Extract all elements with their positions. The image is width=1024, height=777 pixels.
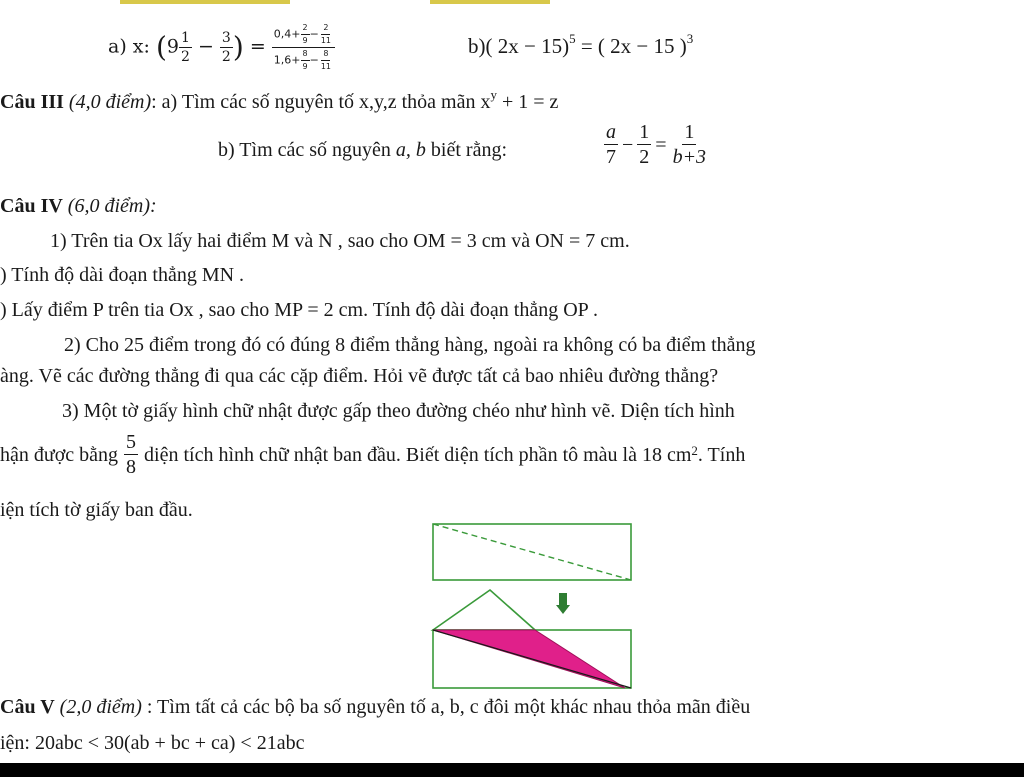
- fraction-1-over-2: $\frac{1}{2}$: [639, 121, 650, 168]
- minus-sign: −: [197, 35, 214, 58]
- question-3b-equation: [604, 122, 708, 167]
- question-4-line: iện tích tờ giấy ban đầu.: [0, 499, 193, 521]
- fraction-a-over-7: $\frac{a}{7}$: [606, 121, 616, 168]
- top-border-segment: [430, 0, 550, 4]
- sub-fraction: $\frac{3}{2}$: [221, 30, 231, 65]
- question-5-title: Câu V: [0, 696, 55, 718]
- question-5-text: : Tìm tất cả các bộ ba số nguyên tố a, b, c đôi một khác nhau thỏa mãn điều: [141, 696, 751, 718]
- question-3a-tail: + 1 = z: [496, 91, 559, 113]
- question-3a-text: : a) Tìm các số nguyên tố x,y,z thỏa mãn x: [151, 91, 491, 113]
- question-4-line: 2) Cho 25 điểm trong đó có đúng 8 điểm thẳng hàng, ngoài ra không có ba điểm thẳng: [64, 334, 756, 356]
- question-3b-text2: biết rằng:: [425, 139, 508, 161]
- close-paren: ): [232, 30, 244, 64]
- equals-sign: =: [655, 133, 667, 156]
- minus-sign: −: [622, 133, 634, 156]
- mixed-fraction: $\frac{1}{2}$: [180, 30, 190, 65]
- question-4-line: ) Lấy điểm P trên tia Ox , sao cho MP = 2 cm. Tính độ dài đoạn thẳng OP .: [0, 299, 599, 321]
- top-border-segment: [120, 0, 290, 4]
- question-4-line: àng. Vẽ các đường thẳng đi qua các cặp điểm. Hỏi vẽ được tất cả bao nhiêu đường thẳng?: [0, 365, 719, 387]
- question-5-points: (2,0 điểm): [59, 696, 142, 718]
- down-arrow-icon: [559, 593, 567, 605]
- fold-diagonal: [433, 524, 631, 580]
- question-3b: [218, 140, 507, 160]
- bottom-border: [0, 763, 1024, 777]
- equation-rhs: = ( 2x − 15 ): [575, 34, 687, 58]
- folded-triangle: [433, 590, 535, 630]
- question-3-heading: [0, 87, 559, 113]
- question-5-condition: iện: 20abc < 30(ab + bc + ca) < 21abc: [0, 732, 305, 754]
- question-3b-text: b) Tìm các số nguyên: [218, 139, 396, 161]
- question-3b-vars: a, b: [395, 139, 426, 161]
- question-4-line: 3) Một tờ giấy hình chữ nhật được gấp theo đường chéo như hình vẽ. Diện tích hình: [62, 400, 735, 422]
- label-a: a) x:: [108, 35, 150, 58]
- question-5-heading: [0, 697, 750, 717]
- open-paren: (: [155, 30, 167, 64]
- complex-fraction: [272, 24, 335, 71]
- question-4-line: hận được bằng $\frac{5}{8}$ diện tích hình chữ nhật ban đầu. Biết diện tích phần tô màu là 18 cm 2 . Tính: [0, 431, 746, 478]
- rhs-exponent: 3: [686, 31, 694, 46]
- question-4-line: ) Tính độ dài đoạn thẳng MN .: [0, 264, 245, 286]
- question-4-line: 1) Trên tia Ox lấy hai điểm M và N , sao cho OM = 3 cm và ON = 7 cm.: [50, 230, 630, 252]
- complex-numerator: 0,4+ $\frac{2}{9}$ − $\frac{2}{11}$: [272, 24, 335, 48]
- mixed-whole: 9: [166, 35, 179, 58]
- question-3-points: (4,0 điểm): [68, 91, 152, 113]
- question-3-title: Câu III: [0, 91, 64, 113]
- question-4-heading: [0, 196, 157, 216]
- equation-lhs: b)( 2x − 15): [468, 34, 570, 58]
- question-3a-exponent: y: [490, 87, 497, 102]
- complex-denominator: 1,6+ $\frac{8}{9}$ − $\frac{8}{11}$: [273, 49, 332, 71]
- fraction-5-over-8: $\frac{5}{8}$: [126, 431, 137, 478]
- question-4-title: Câu IV: [0, 195, 63, 217]
- problem-2a: [108, 24, 335, 71]
- problem-2b: [468, 31, 694, 58]
- question-4-points: (6,0 điểm):: [67, 195, 157, 217]
- fraction-1-over-b3: $\frac{1}{b+3}$: [672, 121, 707, 168]
- lhs-exponent: 5: [569, 31, 576, 46]
- down-arrow-head-icon: [556, 605, 570, 614]
- folded-paper-figure: [425, 518, 640, 690]
- equals-sign: =: [249, 35, 266, 58]
- top-border: [0, 0, 1024, 6]
